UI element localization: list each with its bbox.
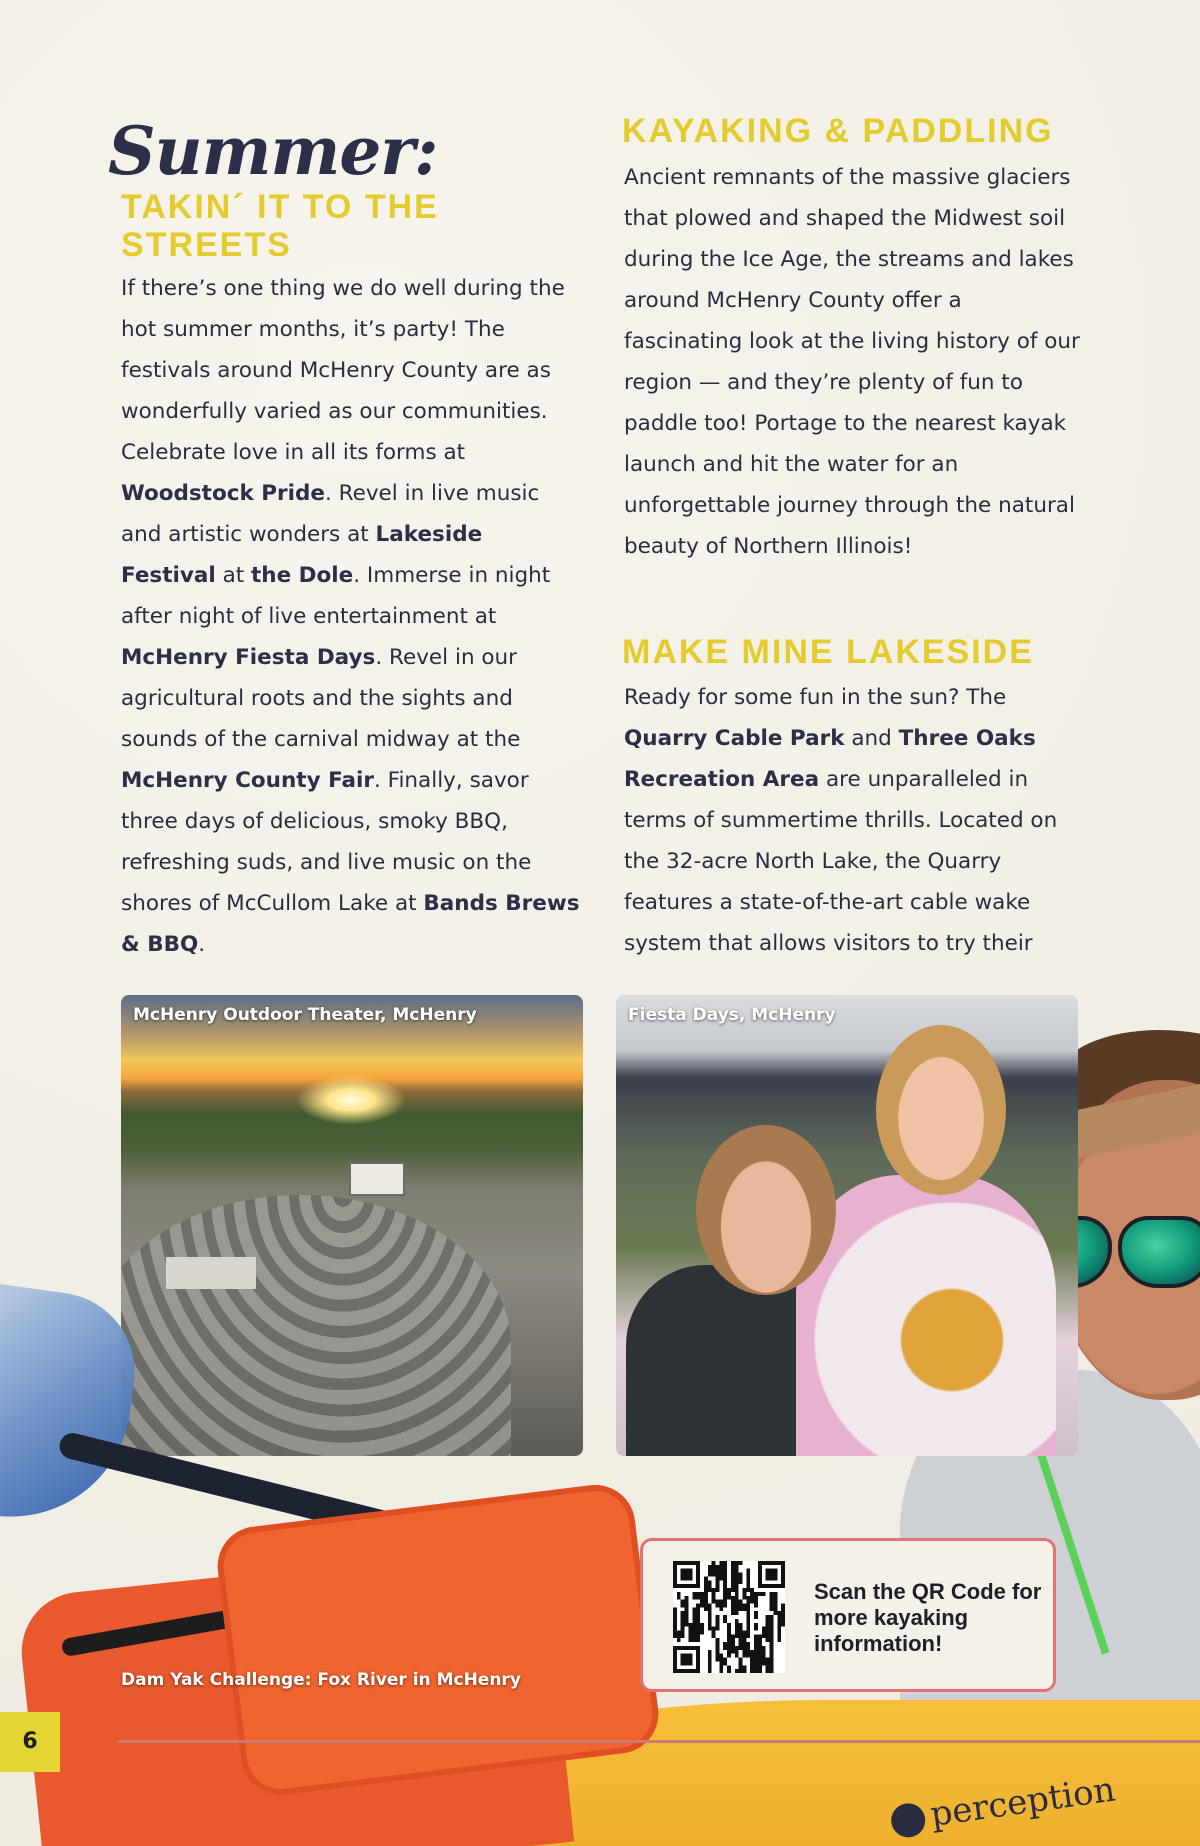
lakeside-text: Ready for some fun in the sun? The — [624, 685, 1007, 710]
life-vest-front — [213, 1480, 663, 1799]
lakeside-highlight: Quarry Cable Park — [624, 726, 845, 751]
page-number: 6 — [22, 1729, 38, 1754]
dam-yak-caption: Dam Yak Challenge: Fox River in McHenry — [121, 1670, 521, 1690]
qr-card[interactable] — [640, 1538, 1056, 1692]
fiesta-caption: Fiesta Days, McHenry — [628, 1005, 836, 1025]
festivals-highlight: Lakeside Festival — [121, 522, 483, 588]
festivals-text: at — [215, 563, 252, 588]
festivals-highlight: McHenry County Fair — [121, 768, 374, 793]
festivals-paragraph — [121, 268, 581, 965]
fiesta-photo — [616, 995, 1078, 1456]
festivals-text: . Revel in live music and artistic wonders at — [121, 481, 540, 547]
festivals-text: . — [198, 932, 206, 957]
person-left-face — [696, 1125, 836, 1295]
footer-rule — [118, 1740, 1200, 1743]
kayaking-heading: KAYAKING & PADDLING — [622, 112, 1054, 150]
festivals-highlight: Woodstock Pride — [121, 481, 325, 506]
brand-text: perception — [927, 1769, 1118, 1835]
lakeside-highlight: Three Oaks Recreation Area — [624, 726, 1036, 792]
festivals-text: . Finally, savor three days of delicious, smoky BBQ, refreshing suds, and live music on the shores of McCullom Lake at — [121, 768, 532, 916]
theater-caption: McHenry Outdoor Theater, McHenry — [133, 1005, 477, 1025]
drive-in-screen — [349, 1162, 405, 1196]
festivals-highlight: Bands Brews & BBQ — [121, 891, 580, 957]
festivals-text: . Revel in our agricultural roots and the sights and sounds of the carnival midway at the — [121, 645, 521, 752]
festivals-highlight: McHenry Fiesta Days — [121, 645, 376, 670]
lakeside-heading: MAKE MINE LAKESIDE — [622, 633, 1034, 671]
concession-building — [166, 1257, 256, 1289]
qr-code-icon[interactable] — [673, 1561, 785, 1673]
festivals-text: If there’s one thing we do well during the hot summer months, it’s party! The festivals around McHenry County are as wonderfully varied as our communities. Celebrate love in all its forms at — [121, 276, 565, 465]
streets-subtitle: TAKIN´ IT TO THE STREETS — [121, 188, 439, 264]
lakeside-text: and — [844, 726, 899, 751]
lakeside-text: are unparalleled in terms of summertime thrills. Located on the 32-acre North Lake, the Quarry features a state-of-the-art cable wake system that allows visitors to try their — [624, 767, 1058, 956]
brand-logo-icon — [889, 1801, 927, 1839]
theater-photo — [121, 995, 583, 1456]
qr-instructions: Scan the QR Code for more kayaking information! — [814, 1579, 1042, 1656]
kayaking-paragraph: Ancient remnants of the massive glaciers that plowed and shaped the Midwest soil during the Ice Age, the streams and lakes around McHenry County offer a fascinating look at the living history of our region — and they’re plenty of fun to paddle too! Portage to the nearest kayak launch and hit the water for an unforgettable journey through the natural beauty of Northern Illinois! — [624, 165, 1080, 559]
sunset-sun — [296, 1075, 406, 1125]
summer-script-title: Summer: — [108, 112, 438, 190]
lakeside-paragraph — [624, 677, 1084, 964]
person-right-face — [876, 1025, 1006, 1195]
parking-lot — [121, 1195, 511, 1456]
festivals-text: . Immerse in night after night of live entertainment at — [121, 563, 551, 629]
festivals-highlight: the Dole — [251, 563, 354, 588]
